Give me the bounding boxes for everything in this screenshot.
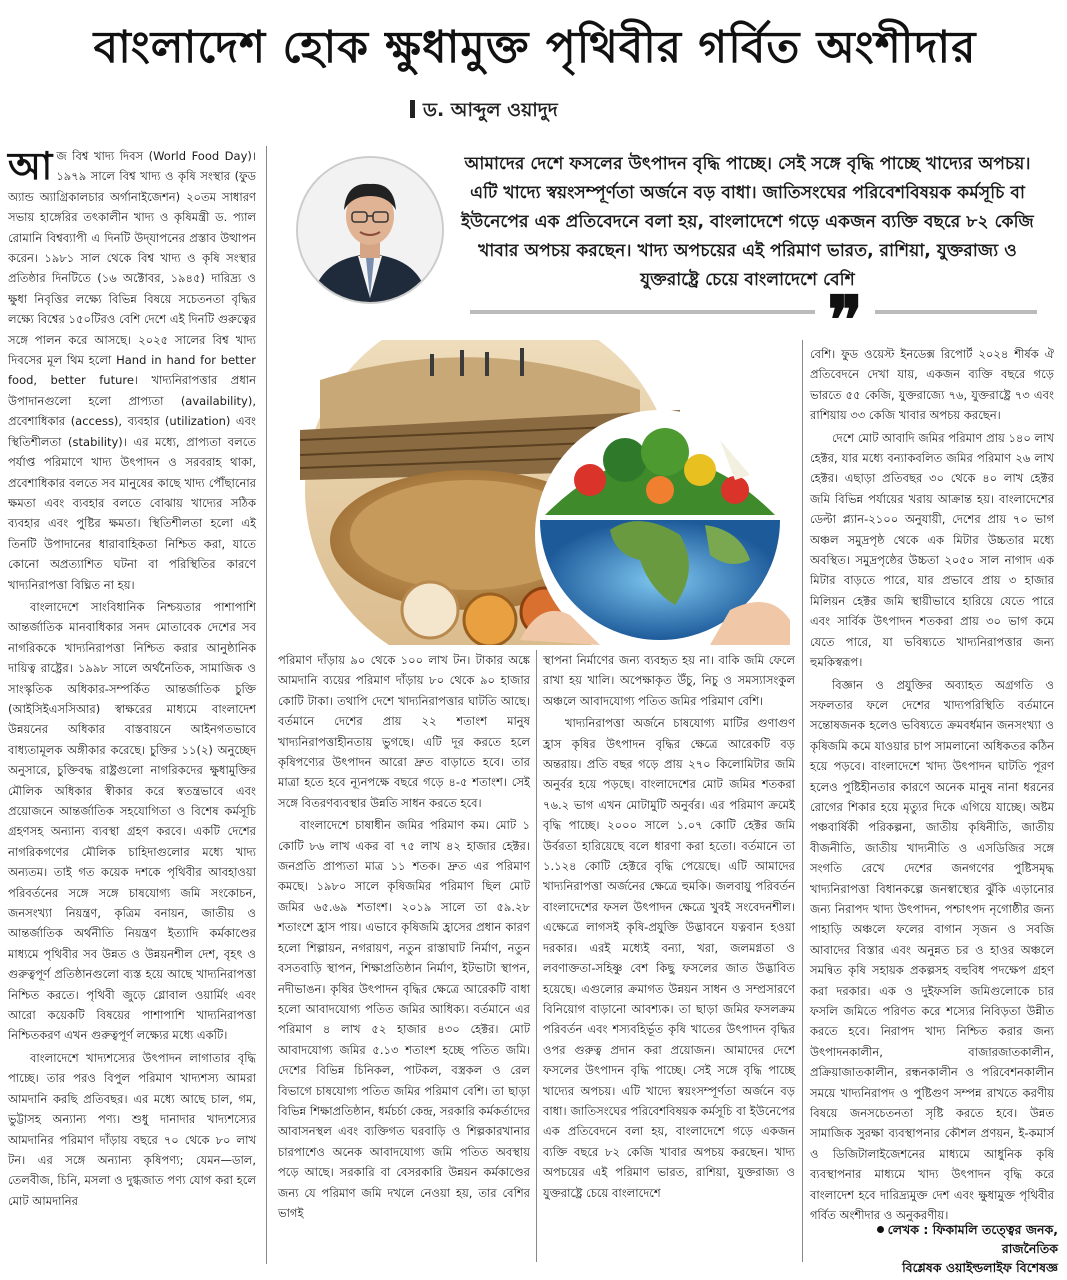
paragraph: বাংলাদেশে সাংবিধানিক নিশ্চয়তার পাশাপাশি আন্তর্জাতিক মানবাধিকার সনদ মোতাবেক দেশের সব নাগরিককে খাদ্যনিরাপত্তা নিশ্চিত করার আনুষ্ঠানিক দায়িত্ব রাষ্ট্রের। ১৯৯৮ সালে অর্থনৈতিক, সামাজিক ও সাংস্কৃতিক অধিকার-সম্পর্কিত আন্তর্জাতিক চুক্তি (আইসিইএসসিআর) স্বাক্ষরের মাধ্যমে বাংলাদেশ উন্নয়নের অধিকার বাস্তবায়নে আইনগতভাবে বাধ্যতামূলক অঙ্গীকার করেছে। চুক্তির ১১(২) অনুচ্ছেদ অনুসারে, চুক্তিবদ্ধ রাষ্ট্রগুলো নাগরিকদের ক্ষুধামুক্তির মৌলিক অধিকার স্বীকার করে স্বতন্ত্রভাবে এবং প্রয়োজনে আন্তর্জাতিক সহযোগিতা ও বিশেষ কর্মসূচি গ্রহণসহ অন্যান্য ব্যবস্থা গ্রহণ করবে। একটি দেশের নাগরিকগণের মৌলিক চাহিদাগুলোর মধ্যে খাদ্য অন্যতম। তাই গত কয়েক দশকে পৃথিবীর আবহাওয়া পরিবর্তনের সঙ্গে সঙ্গে চাষযোগ্য জমি সংকোচন, জনসংখ্যা নিয়ন্ত্রণ, কৃত্রিম বনায়ন, জাতীয় ও আন্তর্জাতিক অর্থনীতি নিয়ন্ত্রণ ইত্যাদি কর্মকাণ্ডের মাধ্যমে পৃথিবীর সব উন্নত ও উন্নয়নশীল দেশ, বৃহৎ ও গুরুত্বপূর্ণ প্রতিষ্ঠানগুলো ব্যস্ত হয়ে আছে খাদ্যনিরাপত্তা নিশ্চিত করতে। পৃথিবী জুড়ে গ্লোবাল ওয়ার্মিং এবং আরো কয়েকটি বিষয়ের পাশাপাশি খাদ্যনিরাপত্তা নিশ্চিতকরণ এখন গুরুত্বপূর্ণ লক্ষ্যের মধ্যে একটি। [8,599,256,1043]
author-credit [820,1220,1058,1277]
author-photo-icon [298,158,442,302]
byline [410,96,558,128]
byline-marker [410,100,415,118]
column-divider [536,650,537,1262]
paragraph: বাংলাদেশে খাদ্যশস্যের উৎপাদন লাগাতার বৃদ্ধি পাচ্ছে। তার পরও বিপুল পরিমাণ খাদ্যশস্য আমরা আমদানি করছি প্রতিবছর। এর মধ্যে আছে চাল, গম, ভুট্টাসহ অন্যান্য পণ্য। শুধু দানাদার খাদ্যশস্যের আমদানির পরিমাণ দাঁড়ায় বছরে ৭০ থেকে ৮০ লাখ টন। এর সঙ্গে অন্যান্য কৃষিপণ্য; যেমন—ডাল, তেলবীজ, চিনি, মসলা ও দুগ্ধজাত পণ্য যোগ করা হলে মোট আমদানির [8,1050,256,1208]
pull-quote: আমাদের দেশে ফসলের উৎপাদন বৃদ্ধি পাচ্ছে। সেই সঙ্গে বৃদ্ধি পাচ্ছে খাদ্যের অপচয়। এটি খাদ্যে স্বয়ংসম্পূর্ণতা অর্জনে বড় বাধা। জাতিসংঘের পরিবেশবিষয়ক কর্মসূচি বা ইউনেপের এক প্রতিবেদনে বলা হয়, বাংলাদেশে গড়ে একজন ব্যক্তি বছরে ৮২ কেজি খাবার অপচয় করছেন। খাদ্য অপচয়ের এই পরিমাণ ভারত, রাশিয়া, যুক্তরাজ্য ও যুক্তরাষ্ট্রে চেয়ে বাংলাদেশে বেশি [461,154,1034,290]
article-illustration [280,340,790,645]
author-portrait [296,156,444,304]
author-name: ড. আব্দুল ওয়াদুদ [423,99,558,121]
bullet-icon [877,1226,884,1233]
quote-mark-icon: ❞ [815,290,875,330]
column-divider [266,146,267,1264]
column-3 [543,650,795,1205]
column-1 [8,143,256,1213]
paragraph: বাংলাদেশে চাষাধীন জমির পরিমাণ কম। মোট ১ কোটি ৮৬ লাখ একর বা ৭৫ লাখ ৪২ হাজার হেক্টর। জনপ্রতি প্রাপ্যতা মাত্র ১১ শতক। দ্রুত এর পরিমাণ কমছে। ১৯৮০ সালে কৃষিজমির পরিমাণ ছিল মোট জমির ৬৫.৬৯ শতাংশ। ২০১৯ সালে তা ৫৯.২৮ শতাংশে হ্রাস পায়। এভাবে কৃষিজমি হ্রাসের প্রধান কারণ হলো শিল্পায়ন, নগরায়ণ, নতুন রাস্তাঘাট নির্মাণ, নতুন বসতবাড়ি স্থাপন, শিক্ষাপ্রতিষ্ঠান নির্মাণ, ইটভাটা স্থাপন, নদীভাঙন। কৃষির উৎপাদন বৃদ্ধির ক্ষেত্রে আরেকটি বাধা হলো আবাদযোগ্য পতিত জমির আধিক্য। বর্তমানে এর পরিমাণ ৪ লাখ ৫২ হাজার ৪৩০ হেক্টর। মোট আবাদযোগ্য জমির ৫.১৩ শতাংশ হচ্ছে পতিত জমি। দেশের বিভিন্ন চিনিকল, পাটকল, বস্ত্রকল ও রেল বিভাগে চাষযোগ্য পতিত জমির পরিমাণ বেশি। তা ছাড়া বিভিন্ন শিক্ষাপ্রতিষ্ঠান, ধর্মচর্চা কেন্দ্র, সরকারি কর্মকর্তাদের আবাসনস্থল এবং ব্যক্তিগত ঘরবাড়ি ও শিল্পকারখানার চারপাশেও অনেক আবাদযোগ্য জমি পতিত অবস্থায় পড়ে আছে। সরকারি বা বেসরকারি উন্নয়ন কর্মকাণ্ডের জন্য যে পরিমাণ জমি দখলে নেওয়া হয়, তার বেশির ভাগই [278,818,530,1220]
paragraph: আজ বিশ্ব খাদ্য দিবস (World Food Day)। ১৯৭৯ সালে বিশ্ব খাদ্য ও কৃষি সংস্থার (ফুড অ্যান্ড অ্যাগ্রিকালচার অর্গানাইজেশন) ২০তম সাধারণ সভায় হাঙ্গেরির তৎকালীন খাদ্য ও কৃষিমন্ত্রী ড. প্যাল রোমানি বিশ্বব্যাপী এ দিনটি উদ্‌যাপনের প্রস্তাব উত্থাপন করেন। ১৯৮১ সাল থেকে বিশ্ব খাদ্য ও কৃষি সংস্থার প্রতিষ্ঠার দিনটিতে (১৬ অক্টোবর, ১৯৪৫) দারিদ্র্য ও ক্ষুধা নিবৃত্তির লক্ষ্যে বিভিন্ন বিষয়ে সচেতনতা বৃদ্ধির লক্ষ্যে বিশ্বের ১৫০টিরও বেশি দেশে এই দিনটি গুরুত্বের সঙ্গে পালন করে আসছে। ২০২৫ সালের বিশ্ব খাদ্য দিবসের মূল থিম হলো Hand in hand for better food, better future। খাদ্যনিরাপত্তার প্রধান উপাদানগুলো হলো প্রাপ্যতা (availability), প্রবেশাধিকার (access), ব্যবহার (utilization) এবং স্থিতিশীলতা (stability)। এর মধ্যে, প্রাপ্যতা বলতে পর্যাপ্ত পরিমাণে খাদ্য উৎপাদন ও সরবরাহ থাকা, প্রবেশাধিকার বলতে সব মানুষের কাছে খাদ্য পৌঁছানোর ক্ষমতা এবং ব্যবহার বলতে বোঝায় খাদ্যের সঠিক ব্যবহার এবং পুষ্টির ক্ষমতা। স্থিতিশীলতা হলো এই তিনটি উপাদানের ধারাবাহিকতা নিশ্চিত করা, যাতে কোনো অপ্রত্যাশিত ঘটনা বা পরিস্থিতির কারণে খাদ্যনিরাপত্তা বিঘ্নিত না হয়। [8,143,256,592]
paragraph: বিজ্ঞান ও প্রযুক্তির অব্যাহত অগ্রগতি ও সফলতার ফলে দেশের খাদ্যপরিস্থিতি বর্তমানে সন্তোষজনক হলেও ভবিষ্যতে ক্রমবর্ধমান জনসংখ্যা ও কৃষিজমি কমে যাওয়ার চাপ সামলানো অধিকতর কঠিন হয়ে পড়বে। বাংলাদেশে খাদ্য উৎপাদন ঘাটতি পূরণ হলেও পুষ্টিহীনতার কারণে অনেক মানুষ নানা ধরনের রোগের শিকার হয়ে মৃত্যুর দিকে এগিয়ে যাচ্ছে। অষ্টম পঞ্চবার্ষিকী পরিকল্পনা, জাতীয় কৃষিনীতি, জাতীয় বীজনীতি, জাতীয় খাদ্যনীতি ও এসডিজির সঙ্গে সংগতি রেখে দেশের জনগণের পুষ্টিসমৃদ্ধ খাদ্যনিরাপত্তা বিধানকল্পে জনস্বাস্থ্যের ঝুঁকি এড়ানোর জন্য নিরাপদ খাদ্য উৎপাদন, পশ্চাৎপদ নৃগোষ্ঠীর জন্য পাহাড়ি অঞ্চলে ফলের বাগান সৃজন ও সবজি আবাদের বিস্তার এবং অনুন্নত চর ও হাওর অঞ্চলে সমন্বিত কৃষি সহায়ক প্রকল্পসহ বহুবিধ পদক্ষেপ গ্রহণ করা দরকার। এক ও দুইফসলি জমিগুলোকে চার ফসলি জমিতে পরিণত করে শস্যের নিবিড়তা উন্নীত করতে হবে। নিরাপদ খাদ্য নিশ্চিত করার জন্য উৎপাদনকালীন, বাজারজাতকালীন, প্রক্রিয়াজাতকালীন, রন্ধনকালীন ও পরিবেশনকালীন সময়ে খাদ্যনিরাপদ ও পুষ্টিগুণ সম্পন্ন রাখতে করণীয় বিষয়ে জনসচেতনতা সৃষ্টি করতে হবে। উন্নত সামাজিক সুরক্ষা ব্যবস্থাপনার কৌশল প্রণয়ন, ই-কমার্স ও ডিজিটালাইজেশনের মাধ্যমে আধুনিক কৃষি ব্যবস্থাপনার মাধ্যমে খাদ্য উৎপাদন বৃদ্ধি করে বাংলাদেশ হবে দারিদ্র্যমুক্ত দেশ এবং ক্ষুধামুক্ত পৃথিবীর গর্বিত অংশীদার ও অনুকরণীয়। [810,677,1054,1223]
credit-line-2: বিশ্লেষক ওয়াইল্ডলাইফ বিশেষজ্ঞ [902,1260,1058,1275]
drop-cap: আ [8,143,53,188]
column-2 [278,650,530,1225]
paragraph: পরিমাণ দাঁড়ায় ৯০ থেকে ১০০ লাখ টন। টাকার অঙ্কে আমদানি ব্যয়ের পরিমাণ দাঁড়ায় ৮০ থেকে ৯০ হাজার কোটি টাকা। তথাপি দেশে খাদ্যনিরাপত্তার ঘাটতি আছে। বর্তমানে দেশের প্রায় ২২ শতাংশ মানুষ খাদ্যনিরাপত্তাহীনতায় ভুগছে। এটি দূর করতে হলে কৃষিপণ্যের উৎপাদন আরো দ্রুত বাড়াতে হবে। তার মাত্রা হতে হবে ন্যূনপক্ষে বছরে গড়ে ৪-৫ শতাংশ। সেই সঙ্গে বিতরণব্যবস্থার উন্নতি সাধন করতে হবে। [278,653,530,810]
food-globe-illustration [280,340,790,645]
paragraph: দেশে মোট আবাদি জমির পরিমাণ প্রায় ১৪০ লাখ হেক্টর, যার মধ্যে বন্যাকবলিত জমির পরিমাণ ২৬ লাখ হেক্টর। এছাড়া প্রতিবছর ৩০ থেকে ৪০ লাখ হেক্টর জমি বিভিন্ন পর্যায়ের খরায় আক্রান্ত হয়। বাংলাদেশের ডেল্টা প্ল্যান-২১০০ অনুযায়ী, দেশের প্রায় ৭০ ভাগ অঞ্চল সমুদ্রপৃষ্ঠ থেকে এক মিটার উচ্চতার মধ্যে অবস্থিত। সমুদ্রপৃষ্ঠের উচ্চতা ২০৫০ সাল নাগাদ এক মিটার বাড়তে পারে, যার প্রভাবে প্রায় ৩ হাজার মিলিয়ন হেক্টর জমি স্থায়ীভাবে হারিয়ে যেতে পারে এবং সার্বিক উৎপাদন শতকরা প্রায় ৩০ ভাগ কমে যেতে পারে, যা ভবিষ্যতে খাদ্যনিরাপত্তার জন্য হুমকিস্বরূপ। [810,430,1054,670]
paragraph: খাদ্যনিরাপত্তা অর্জনে চাষযোগ্য মাটির গুণাগুণ হ্রাস কৃষির উৎপাদন বৃদ্ধির ক্ষেত্রে আরেকটি বড় অন্তরায়। প্রতি বছর গড়ে প্রায় ২৭০ কিলোমিটার জমি অনুর্বর হয়ে পড়ছে। বাংলাদেশের মোট জমির শতকরা ৭৬.২ ভাগ এখন মোটামুটি অনুর্বর। এর পরিমাণ ক্রমেই বৃদ্ধি পাচ্ছে। ২০০০ সালে ১.০৭ কোটি হেক্টর জমি উর্বরতা হারিয়েছে বলে ধারণা করা হতো। বর্তমানে তা ১.১২৪ কোটি হেক্টরে বৃদ্ধি পেয়েছে। এটি আমাদের খাদ্যনিরাপত্তা অর্জনের ক্ষেত্রে হুমকি। জলবায়ু পরিবর্তন বাংলাদেশের ফসল উৎপাদন ক্ষেত্রে খুবই সংবেদনশীল। এক্ষেত্রে লাগসই কৃষি-প্রযুক্তি উদ্ভাবনে যত্নবান হওয়া দরকার। এরই মধ্যেই বন্যা, খরা, জলমগ্নতা ও লবণাক্ততা-সহিষ্ণু বেশ কিছু ফসলের জাত উদ্ভাবিত হয়েছে। এগুলোর ক্রমাগত উন্নয়ন সাধন ও সম্প্রসারণে বিনিয়োগ বাড়ানো আবশ্যক। তা ছাড়া জমির ফসলক্রম পরিবর্তন এবং শস্যবহির্ভূত কৃষি খাতের উৎপাদন বৃদ্ধির ওপর গুরুত্ব প্রদান করা প্রয়োজন। আমাদের দেশে ফসলের উৎপাদন বৃদ্ধি পাচ্ছে। সেই সঙ্গে বৃদ্ধি পাচ্ছে খাদ্যের অপচয়। এটি খাদ্যে স্বয়ংসম্পূর্ণতা অর্জনে বড় বাধা। জাতিসংঘের পরিবেশবিষয়ক কর্মসূচি বা ইউনেপের এক প্রতিবেদনে বলা হয়, বাংলাদেশে গড়ে একজন ব্যক্তি বছরে ৮২ কেজি খাবার অপচয় করছেন। খাদ্য অপচয়ের এই পরিমাণ ভারত, রাশিয়া, যুক্তরাজ্য ও যুক্তরাষ্ট্রে চেয়ে বাংলাদেশে [543,716,795,1200]
paragraph: বেশি। ফুড ওয়েস্ট ইনডেক্স রিপোর্ট ২০২৪ শীর্ষক ঐ প্রতিবেদনে দেখা যায়, একজন ব্যক্তি বছরে গড়ে ভারতে ৫৫ কেজি, যুক্তরাজ্যে ৭৬, যুক্তরাষ্ট্রে ৭৩ এবং রাশিয়ায় ৩৩ কেজি খাবার অপচয় করছেন। [810,347,1054,423]
paragraph: স্থাপনা নির্মাণের জন্য ব্যবহৃত হয় না। বাকি জমি ফেলে রাখা হয় খালি। অপেক্ষাকৃত উঁচু, নিচু ও সমস্যাসংকুল অঞ্চলে আবাদযোগ্য পতিত জমির পরিমাণ বেশি। [543,653,795,708]
headline: বাংলাদেশ হোক ক্ষুধামুক্ত পৃথিবীর গর্বিত অংশীদার [93,22,977,73]
column-4 [810,344,1054,1227]
credit-line-1: লেখক : ফিকামলি তত্ত্বের জনক, রাজনৈতিক [887,1222,1058,1256]
quote-rule [470,310,1037,314]
column-divider [802,340,803,1262]
